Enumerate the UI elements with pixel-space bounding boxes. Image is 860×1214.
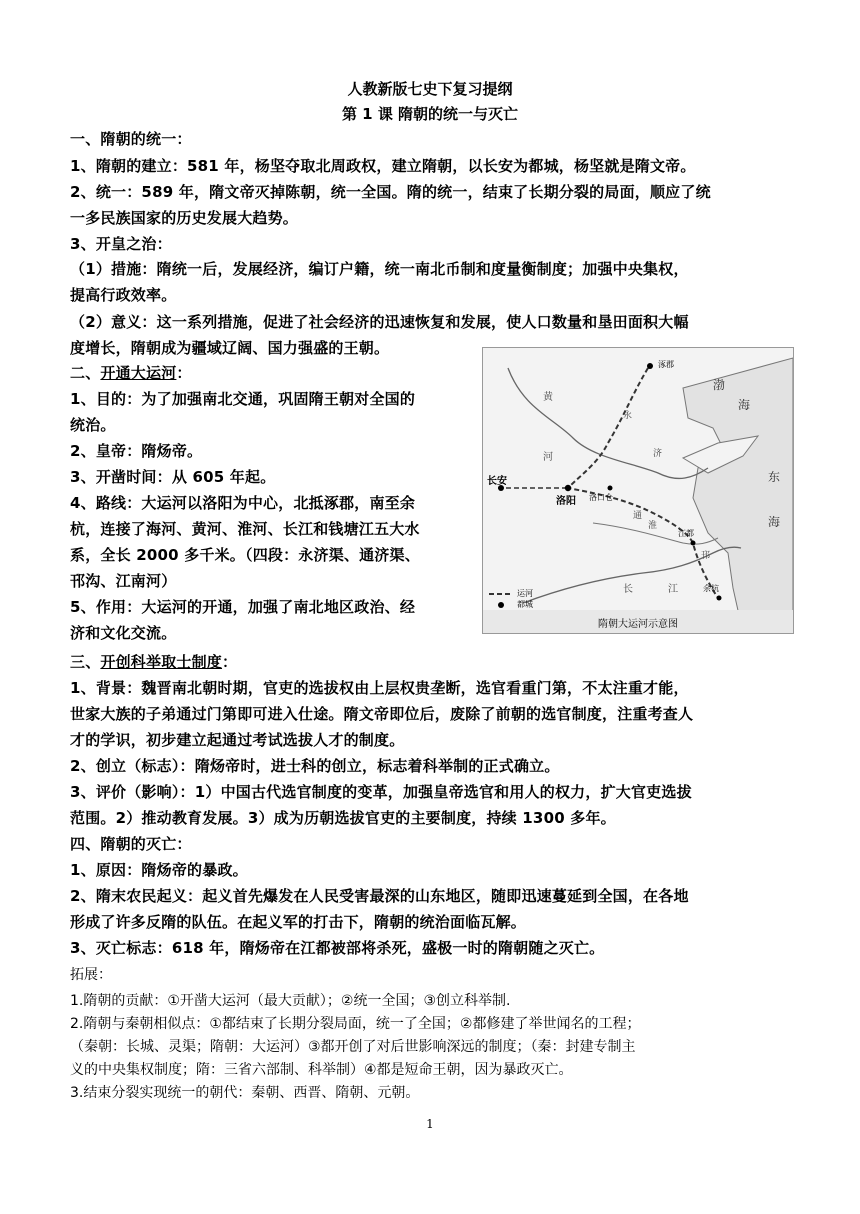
paragraph-line: 3、评价（影响）：1）中国古代选官制度的变革，加强皇帝选官和用人的权力，扩大官吏选拔 — [70, 783, 692, 801]
place-label: 永 — [623, 411, 633, 421]
paragraph-line: 1、原因：隋炀帝的暴政。 — [70, 861, 248, 879]
extension-heading: 拓展： — [70, 967, 112, 983]
heading-suffix: ： — [222, 653, 238, 671]
place-label: 东 — [768, 470, 781, 484]
extension-line: 1.隋朝的贡献：①开凿大运河（最大贡献）；②统一全国；③创立科举制. — [70, 993, 511, 1009]
paragraph-line: 4、路线：大运河以洛阳为中心，北抵涿郡，南至余 — [70, 494, 416, 512]
paragraph-line: 2、创立（标志）：隋炀帝时，进士科的创立，标志着科举制的正式确立。 — [70, 757, 560, 775]
paragraph-line: 3、开皇之治： — [70, 235, 172, 253]
place-label: 邗 — [701, 551, 711, 561]
heading-title: 开创科举取士制度 — [100, 653, 223, 671]
lesson-title: 第 1 课 隋朝的统一与灭亡 — [341, 105, 519, 123]
section-heading: 一、隋朝的统一： — [70, 130, 192, 148]
place-label: 江 — [668, 584, 678, 595]
heading-suffix: ： — [176, 364, 192, 382]
place-label: 长安 — [487, 476, 507, 487]
paragraph-line: 一多民族国家的历史发展大趋势。 — [70, 209, 299, 227]
paragraph-line: （2）意义：这一系列措施，促进了社会经济的迅速恢复和发展，使人口数量和垦田面积大幅 — [70, 313, 689, 331]
map-caption: 隋朝大运河示意图 — [598, 619, 678, 630]
legend-label-canal: 运河 — [517, 589, 533, 598]
paragraph-line: 范围。2）推动教育发展。3）成为历朝选拔官吏的主要制度，持续 1300 多年。 — [70, 809, 616, 827]
paragraph-line: 邗沟、江南河） — [70, 572, 177, 590]
place-label: 涿郡 — [658, 360, 674, 369]
paragraph-line: 济和文化交流。 — [70, 624, 177, 642]
page-number: 1 — [426, 1117, 434, 1131]
section-heading — [70, 651, 237, 672]
paragraph-line: 统治。 — [70, 416, 116, 434]
place-label: 海 — [738, 398, 751, 412]
place-label: 海 — [768, 515, 781, 529]
extension-line: （秦朝：长城、灵渠；隋朝：大运河）③都开创了对后世影响深远的制度；（秦：封建专制主 — [70, 1039, 636, 1055]
paragraph-line: 1、隋朝的建立：581 年，杨坚夺取北周政权，建立隋朝，以长安为都城，杨坚就是隋文帝。 — [70, 157, 696, 175]
paragraph-line: 3、灭亡标志：618 年，隋炀帝在江都被部将杀死，盛极一时的隋朝随之灭亡。 — [70, 939, 605, 957]
paragraph-line: 世家大族的子弟通过门第即可进入仕途。隋文帝即位后，废除了前朝的选官制度，注重考查人 — [70, 705, 694, 723]
paragraph-line: 才的学识，初步建立起通过考试选拔人才的制度。 — [70, 731, 405, 749]
place-label: 洛口仓 — [589, 493, 613, 502]
paragraph-line: 系，全长 2000 多千米。（四段：永济渠、通济渠、 — [70, 546, 420, 564]
section-heading: 四、隋朝的灭亡： — [70, 835, 192, 853]
paragraph-line: 度增长，隋朝成为疆域辽阔、国力强盛的王朝。 — [70, 339, 390, 357]
document-title: 人教新版七史下复习提纲 — [347, 80, 513, 98]
place-label: 渤 — [713, 378, 726, 392]
paragraph-line: （1）措施：隋统一后，发展经济，编订户籍，统一南北币制和度量衡制度；加强中央集权， — [70, 260, 689, 278]
heading-prefix: 三、 — [70, 653, 101, 671]
place-label: 济 — [653, 449, 663, 459]
place-label: 余杭 — [703, 584, 719, 593]
extension-line: 2.隋朝与秦朝相似点：①都结束了长期分裂局面，统一了全国；②都修建了举世闻名的工程； — [70, 1016, 641, 1032]
extension-line: 义的中央集权制度；隋：三省六部制、科举制）④都是短命王朝，因为暴政灭亡。 — [70, 1062, 573, 1078]
place-label: 江都 — [678, 529, 694, 538]
paragraph-line: 2、隋末农民起义：起义首先爆发在人民受害最深的山东地区，随即迅速蔓延到全国，在各地 — [70, 887, 689, 905]
place-label: 河 — [543, 452, 553, 463]
section-heading — [70, 362, 192, 383]
paragraph-line: 形成了许多反隋的队伍。在起义军的打击下，隋朝的统治面临瓦解。 — [70, 913, 527, 931]
paragraph-line: 提高行政效率。 — [70, 286, 177, 304]
heading-prefix: 二、 — [70, 364, 101, 382]
legend-label-capital: 都城 — [517, 600, 533, 609]
place-label: 淮 — [648, 521, 658, 531]
grand-canal-map — [482, 347, 794, 634]
paragraph-line: 2、皇帝：隋炀帝。 — [70, 442, 203, 460]
paragraph-line: 5、作用：大运河的开通，加强了南北地区政治、经 — [70, 598, 416, 616]
paragraph-line: 2、统一：589 年，隋文帝灭掉陈朝，统一全国。隋的统一，结束了长期分裂的局面，顺应了统 — [70, 183, 711, 201]
paragraph-line: 1、目的：为了加强南北交通，巩固隋王朝对全国的 — [70, 390, 416, 408]
extension-line: 3.结束分裂实现统一的朝代：秦朝、西晋、隋朝、元朝。 — [70, 1085, 420, 1101]
paragraph-line: 杭，连接了海河、黄河、淮河、长江和钱塘江五大水 — [70, 520, 420, 538]
place-label: 长 — [623, 584, 633, 595]
place-label: 通 — [633, 511, 643, 521]
place-label: 洛阳 — [556, 496, 576, 507]
heading-title: 开通大运河 — [100, 364, 177, 382]
paragraph-line: 3、开凿时间：从 605 年起。 — [70, 468, 276, 486]
paragraph-line: 1、背景：魏晋南北朝时期，官吏的选拔权由上层权贵垄断，选官看重门第，不太注重才能， — [70, 679, 689, 697]
place-label: 黄 — [543, 392, 553, 403]
